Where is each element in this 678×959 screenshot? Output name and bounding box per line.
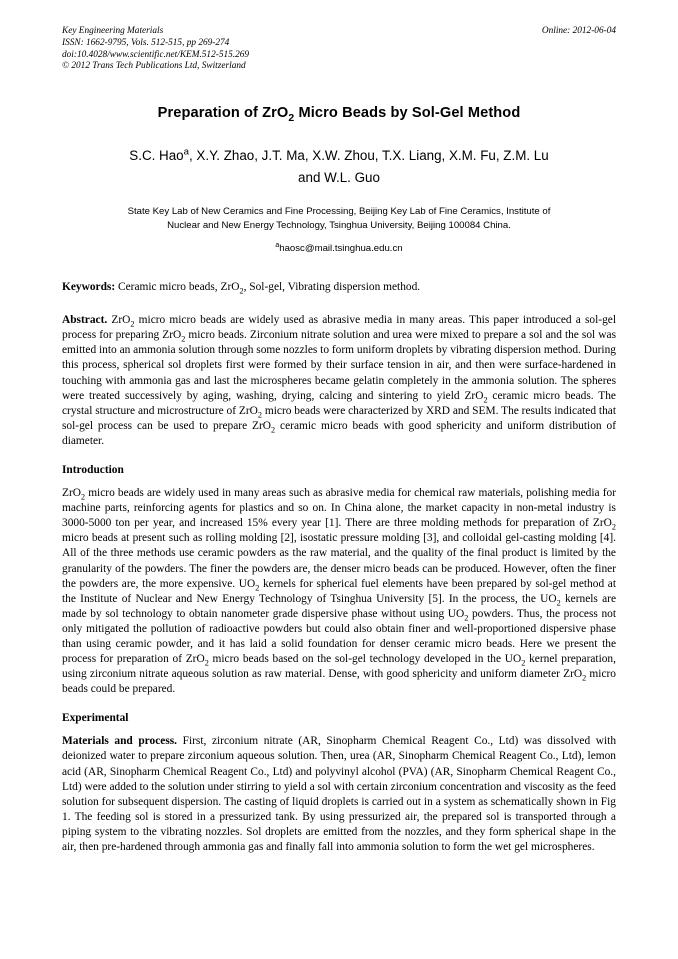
keywords-post: , Sol-gel, Vibrating dispersion method. [243, 281, 421, 294]
introduction-paragraph [62, 486, 616, 697]
abstract-text-6: ceramic micro beads with good sphericity and uniform distribution of diameter. [62, 419, 616, 447]
journal-name: Key Engineering Materials [62, 26, 164, 36]
abstract-text-3: micro beads. Zirconium nitrate solution and urea were mixed to prepare a sol and the sol was emitted into an ammonia solution through some nozzles to form uniform droplets by vibrating dispersion method. During this process, spherical sol droplets first were formed by their surface tension in air, and then were surface-hardened in touching with ammonia gas and last the microspheres became gelatin completely in the ammonia solution. The spheres were treated successively by aging, washing, drying, calcing and sintering to yield ZrO [62, 329, 616, 402]
abstract-sub-1: 2 [130, 319, 135, 329]
page-title [62, 105, 616, 125]
issn-line: ISSN: 1662-9795, Vols. 512-515, pp 269-274 [62, 37, 230, 48]
author-line-2: and W.L. Guo [298, 170, 380, 186]
online-date [542, 26, 616, 38]
copyright-line: © 2012 Trans Tech Publications Ltd, Switzerland [62, 61, 246, 72]
keywords [62, 280, 616, 294]
experimental-text: First, zirconium nitrate (AR, Sinopharm Chemical Reagent Co., Ltd) was dissolved with deionized water to prepare zirconium aqueous solution. Then, urea (AR, Sinopharm Chemical Reagent Co., Ltd), lemon acid (AR, Sinopharm Chemical Reagent Co., Ltd) and polyvinyl alcohol (PVA) (AR, Sinopharm Chemical Reagent Co., Ltd) were added to the solution under stirring to yield a sol with certain zirconium concentration and viscosity as the feed solution for subsequent dispersion. The casting of liquid droplets is carried out in a system as schematically shown in Fig 1. The feeding sol is stored in a pressurized tank. By using pressurized air, the prepared sol is transported through a piping system to the vibrating nozzles. Sol droplets are emitted from the nozzles, and they form spherical shape in the air, then pre-hardened through ammonia gas and finally fall into ammonia solution to form the wet gel microspheres. [62, 735, 617, 853]
corresponding-email [62, 243, 616, 254]
keywords-sub: 2 [239, 286, 244, 296]
title-part2: Micro Beads by Sol-Gel Method [294, 105, 521, 122]
intro-sub-2: 2 [611, 522, 616, 532]
intro-text-7: micro beads based on the sol-gel technology developed in the UO [208, 653, 522, 666]
intro-text-8: kernel preparation, using zirconium nitrate aqueous solution as raw material. Dense, with good sphericity and uniform diameter ZrO [62, 653, 616, 681]
author-affiliation-marker: a [183, 146, 189, 158]
intro-text-3: micro beads at present such as rolling molding [2], isostatic pressure molding [3], and colloidal gel-casting molding [4]. All of the three methods use ceramic powders as the raw material, and the quality of the final product is limited by the granularity of the powders. The finer the powders are, the denser micro beads can be produced. However, often the finer the powders are, the more expensive. UO [62, 532, 616, 590]
section-heading-experimental: Experimental [62, 712, 129, 725]
author-line-1 [62, 145, 616, 167]
abstract [62, 313, 616, 449]
experimental-paragraph [62, 734, 616, 855]
abstract-label: Abstract. [62, 314, 108, 327]
abstract-sub-2: 2 [181, 334, 186, 344]
intro-text-5: kernels are made by sol technology to obtain nanometer grade dispersive phase without using UO [62, 592, 617, 620]
section-heading-introduction: Introduction [62, 464, 124, 477]
intro-sub-6: 2 [204, 658, 209, 668]
keywords-label: Keywords: [62, 281, 116, 294]
email-marker: a [275, 242, 280, 249]
author-rest: , X.Y. Zhao, J.T. Ma, X.W. Zhou, T.X. Liang, X.M. Fu, Z.M. Lu [188, 148, 549, 164]
author-first: S.C. Hao [129, 148, 184, 164]
abstract-text-2: micro micro beads are widely used as abrasive media in many areas. This paper introduced a sol-gel process for preparing ZrO [62, 314, 616, 342]
abstract-sub-4: 2 [257, 410, 262, 420]
intro-text-6: powders. Thus, the process not only mitigated the pollution of radioactive powders but could also obtain finer and well-proportioned dispersive phase than using ceramic powder, and it has laid a solid foundation for denser ceramic micro beads. Here we present the process for preparation of ZrO [62, 607, 616, 666]
intro-text-2: micro beads are widely used in many areas such as abrasive media for chemical raw materials, polishing media for machine parts, reinforcing agents for plastics and so on. In China alone, the market capacity in non-metal industry is 3000-5000 ton per year, and increased 15% every year [1]. There are three molding methods for preparation of ZrO [62, 487, 616, 530]
abstract-sub-3: 2 [483, 394, 488, 404]
author-list [62, 145, 616, 189]
title-subscript: 2 [288, 112, 295, 125]
abstract-sub-5: 2 [271, 425, 276, 435]
online-date-value: 2012-06-04 [572, 26, 616, 36]
intro-sub-1: 2 [80, 492, 86, 502]
experimental-subheading: Materials and process. [62, 735, 178, 748]
intro-sub-8: 2 [582, 673, 587, 683]
keywords-pre: Ceramic micro beads, ZrO [115, 281, 240, 294]
intro-text-4: kernels for spherical fuel elements have been prepared by sol-gel method at the Institute of Nuclear and New Energy Technology of Tsinghua University [5]. In the process, the UO [62, 577, 616, 605]
page-header [62, 26, 616, 73]
abstract-text-5: micro beads were characterized by XRD and SEM. The results indicated that sol-gel process can be used to prepare ZrO [62, 404, 616, 432]
abstract-text-4: ceramic micro beads. The crystal structure and microstructure of ZrO [62, 389, 616, 417]
intro-sub-5: 2 [464, 613, 469, 623]
abstract-text-1: ZrO [107, 314, 131, 327]
online-label: Online: [541, 26, 571, 36]
title-part1: Preparation of ZrO [157, 105, 289, 122]
affiliation [62, 205, 616, 232]
intro-sub-4: 2 [556, 597, 561, 607]
doi-line: doi:10.4028/www.scientific.net/KEM.512-515.269 [62, 49, 250, 60]
intro-sub-7: 2 [521, 658, 526, 668]
intro-text-1: ZrO [62, 487, 81, 500]
intro-sub-3: 2 [255, 582, 260, 592]
email-address: haosc@mail.tsinghua.edu.cn [279, 243, 403, 255]
affiliation-line-2: Nuclear and New Energy Technology, Tsinghua University, Beijing 100084 China. [167, 219, 511, 231]
intro-text-9: micro beads could be prepared. [62, 668, 616, 696]
affiliation-line-1: State Key Lab of New Ceramics and Fine Processing, Beijing Key Lab of Fine Ceramics, Institute of [127, 206, 551, 218]
